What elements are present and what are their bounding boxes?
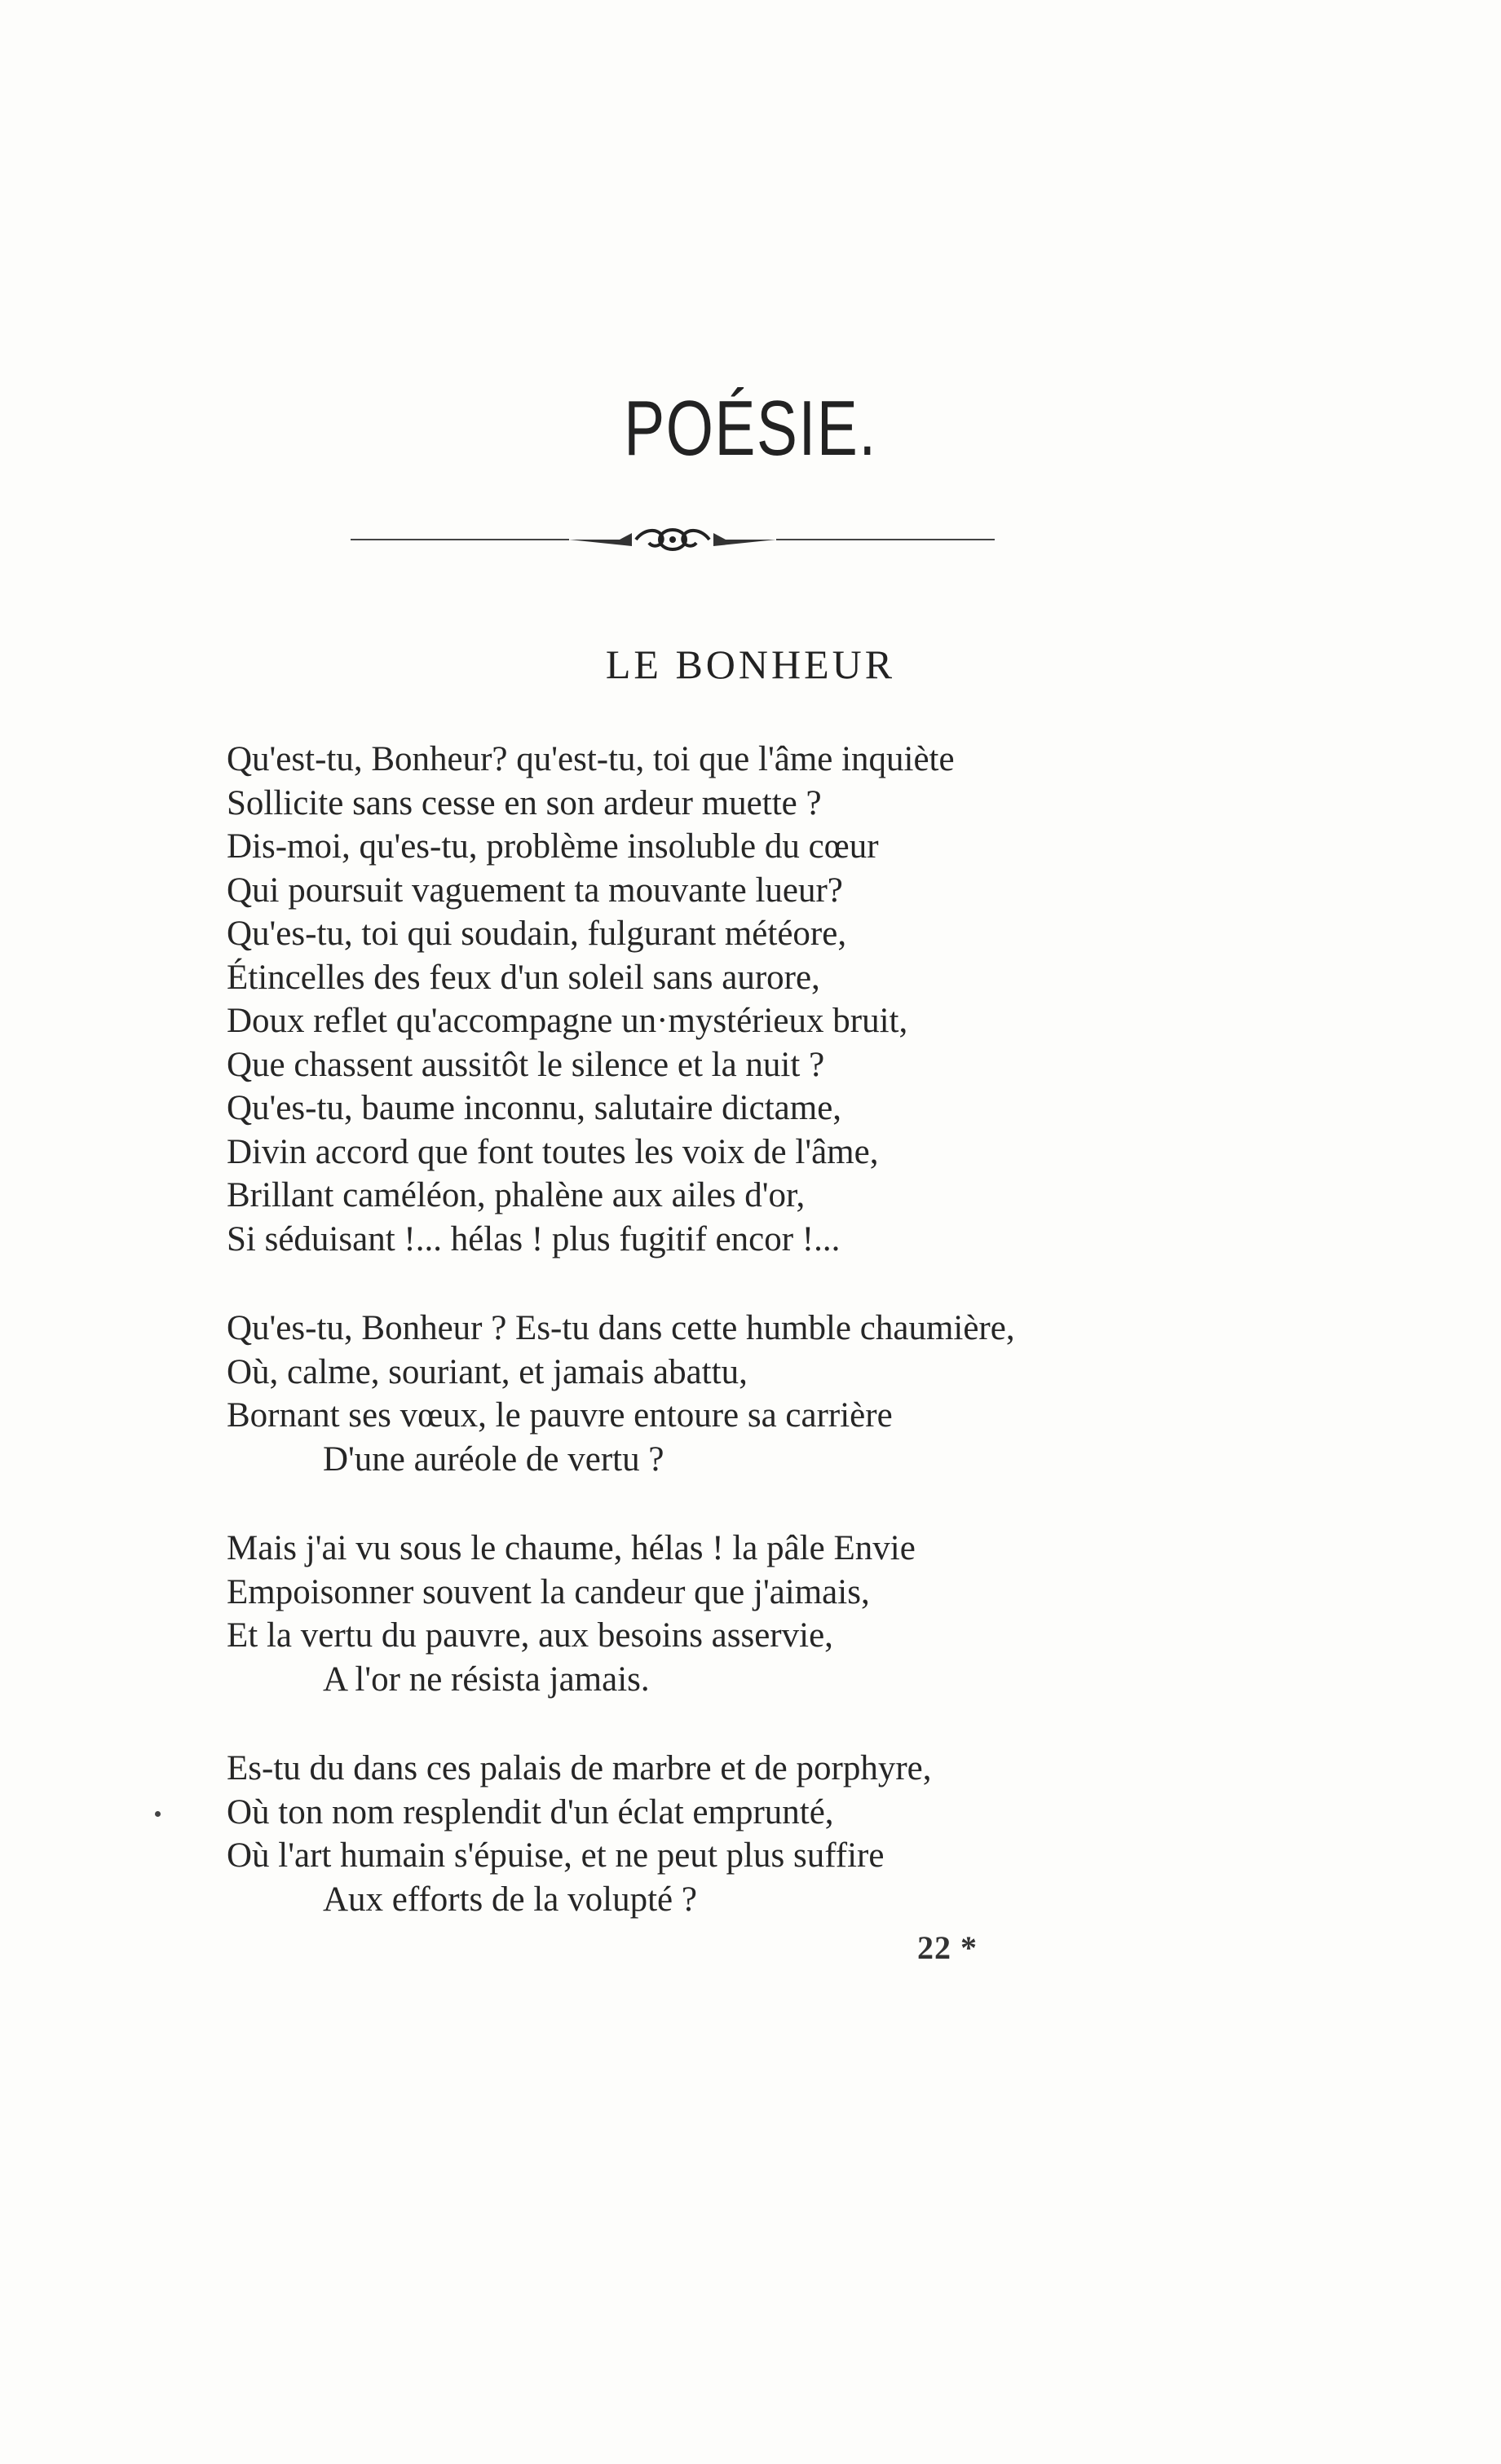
verse-line: Qu'es-tu, Bonheur ? Es-tu dans cette humble chaumière, (227, 1309, 1015, 1347)
verse-line: Bornant ses vœux, le pauvre entoure sa carrière (227, 1396, 893, 1435)
verse-line-indented: D'une auréole de vertu ? (323, 1439, 664, 1479)
stanza-4 (227, 1747, 1303, 1921)
verse-line: Où ton nom resplendit d'un éclat emprunté, (227, 1792, 834, 1831)
verse-line: Divin accord que font toutes les voix de l'âme, (227, 1132, 879, 1171)
verse-line: Que chassent aussitôt le silence et la nuit ? (227, 1045, 825, 1084)
verse-line: Qui poursuit vaguement ta mouvante lueur? (227, 871, 843, 910)
verse-line: Es-tu du dans ces palais de marbre et de porphyre, (227, 1749, 932, 1787)
verse-line-indented: Aux efforts de la volupté ? (323, 1880, 697, 1919)
verse-line: Doux reflet qu'accompagne un·mystérieux bruit, (227, 1002, 908, 1040)
verse-line: Si séduisant !... hélas ! plus fugitif encor !... (227, 1219, 841, 1258)
verse-line: Dis-moi, qu'es-tu, problème insoluble du cœur (227, 827, 879, 866)
stanza-1 (227, 738, 1303, 1261)
page-number: 22 * (917, 1929, 978, 1966)
verse-line: Qu'es-tu, toi qui soudain, fulgurant météore, (227, 915, 847, 953)
verse-line: Qu'est-tu, Bonheur? qu'est-tu, toi que l'âme inquiète (227, 740, 955, 778)
poem-body (227, 738, 1303, 1967)
verse-line: Empoisonner souvent la candeur que j'aimais, (227, 1572, 870, 1611)
verse-line: Mais j'ai vu sous le chaume, hélas ! la pâle Envie (227, 1529, 916, 1567)
stanza-2 (227, 1307, 1303, 1481)
section-title: POÉSIE. (624, 385, 877, 472)
verse-line: Sollicite sans cesse en son ardeur muette ? (227, 783, 822, 822)
verse-line: Et la vertu du pauvre, aux besoins asservie, (227, 1616, 833, 1655)
poem-title: LE BONHEUR (605, 641, 896, 687)
verse-line: Où l'art humain s'épuise, et ne peut plus suffire (227, 1836, 885, 1875)
ink-speck-icon (155, 1811, 161, 1817)
ornament-rule-icon (351, 525, 995, 554)
verse-line-indented: A l'or ne résista jamais. (323, 1660, 650, 1699)
verse-line: Qu'es-tu, baume inconnu, salutaire dictame, (227, 1089, 842, 1127)
verse-line: Où, calme, souriant, et jamais abattu, (227, 1352, 748, 1391)
verse-line: Brillant caméléon, phalène aux ailes d'or, (227, 1176, 806, 1214)
verse-line: Étincelles des feux d'un soleil sans aurore, (227, 958, 820, 997)
stanza-3 (227, 1527, 1303, 1701)
